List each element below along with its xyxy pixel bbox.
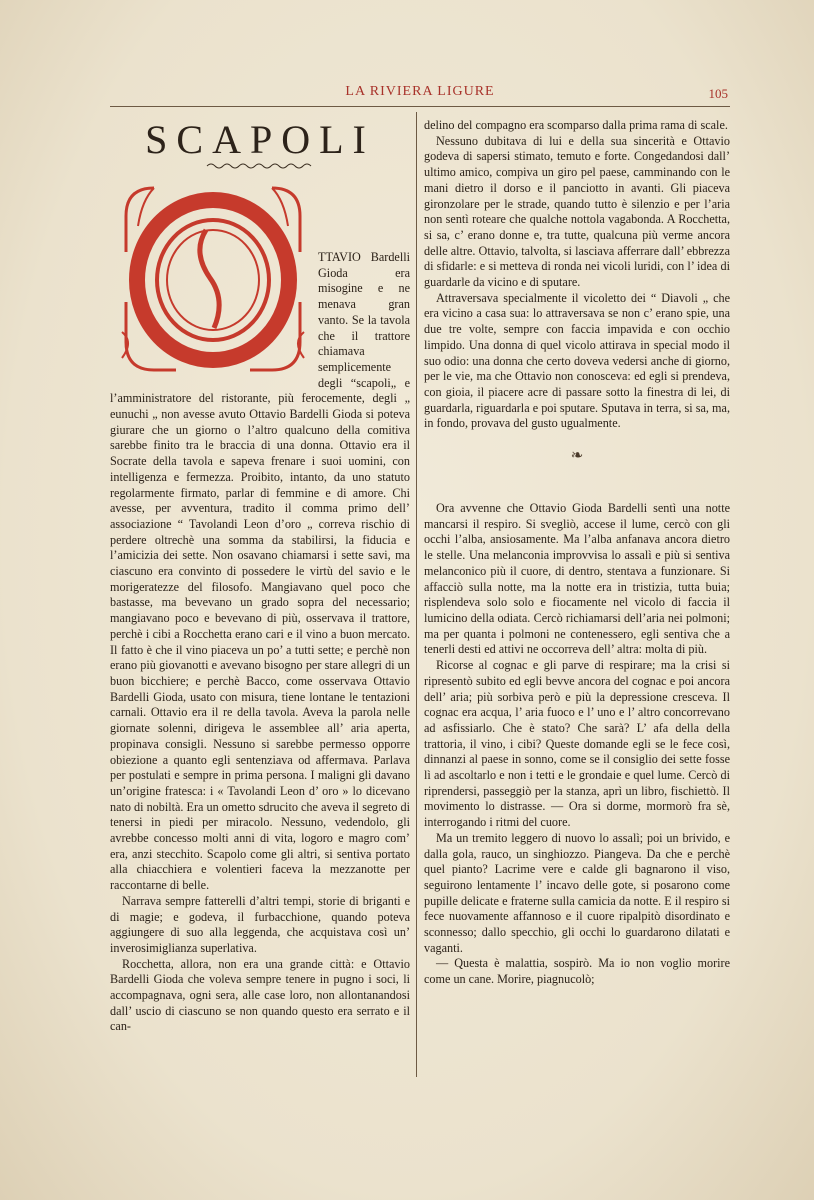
right-column [424,118,730,988]
paragraph: Ora avvenne che Ottavio Gioda Bardelli sentì una notte mancarsi il respiro. Si svegliò, accese il lume, cercò con gli occhi l’alba, ansiosamente. Ma l’alba anfanava ancora dietro le stelle. Una melanconia improvvisa lo assalì e più si sentiva melanconico più il cuore, di dentro, stentava a funzionare. Si affacciò sulla notte, ma la notte era in tristizia, tutta buia; risplendeva solo solo e fiocamente nel vicolo di faccia il lumicino della odiata. Cercò richiamarsi dell’aria nei polmoni; ma per quanta i polmoni ne contenessero, egli sentiva che a tenerli desti ed attivi ne occorreva dell’ altra: molta di più. [424,501,730,657]
wavy-ornament [205,162,315,170]
paragraph: Attraversava specialmente il vicoletto dei “ Diavoli „ che era vicino a casa sua: lo attraversava se non c’ erano spie, una due tre volte, sempre con faccia impavida e con occhio limpido. Una donna di quel vicolo attirava in special modo il suo odio: una donna che certo doveva vedersi anche di giorno, per le vie, ma che Ottavio non conosceva: ed egli si prendeva, con gioia, il piacere acre di passare sotto la finestra di lei, di guardarla, riguardarla e poi sputare. Sputava in terra, si sa, ma, in fondo, provava del gusto ugualmente. [424,290,730,431]
paragraph: Nessuno dubitava di lui e della sua sincerità e Ottavio godeva di sapersi stimato, temuto e forte. Congedandosi dall’ ultimo amico, compiva un giro pel paese, camminando con le mani dietro il dorso e il panciotto in avanti. Gli piaceva gironzolare per le strade, quando tutto è silenzio e per l’aria non sentì roteare che qualche nottola vagabonda. A Rocchetta, si sa, c’ erano donne e, tra tutte, qualcuna più verme ancora delle altre. Ottavio, talvolta, si lasciava afferrare dall’ ebbrezza di sfidarle: e si metteva di ronda nei vicoli luridi, con l’ idea di guardarle da vicino e di sputare. [424,133,730,290]
paragraph: Narrava sempre fatterelli d’altri tempi, storie di briganti e di magie; e godeva, il furbacchione, quando poteva aggiungere di suo alla leggenda, che acquistava così un’ inverosimiglianza superlativa. [110,893,410,955]
paragraph: Ma un tremito leggero di nuovo lo assalì; poi un brivido, e dalla gola, rauco, un singhiozzo. Piangeva. Da che e perchè quel pianto? Lacrime vere e calde gli bagnarono il viso, seguirono lentamente l’ incavo delle gote, si posarono come pupille delicate e fraterne sulla camicia da notte. E il respiro si fece nuovamente affannoso e il cuore ripalpitò disordinato e sconnesso; dallo specchio, gli occhi lo guardarono dilatati e vaganti. [424,830,730,955]
paragraph: TTAVIO Bardelli Gioda era misogine e ne menava gran vanto. Se la tavola che il trattore chiamava semplicemente degli “scapoli„ e l’amministratore del ristorante, più ferocemente, degli „ eunuchi „ non avesse avuto Ottavio Bardelli Gioda si poteva giurare che un giorno o l’altro qualcuno della comitiva sarebbe finito tra le braccia di una donna. Ottavio era il Socrate della tavola e sapeva frenare i suoi uomini, con intelligenza e fermezza. Proibito, intanto, da uno statuto regolarmente firmato, parlar di femmine e di amore. Chi avesse, per avventura, tradito il comma primo dell’ associazione “ Tavolandi Leon d’oro „ correva rischio di perdere oltrechè una somma da stabilirsi, la fiducia e l’amicizia dei sette. Non osavano chiamarsi i sette savi, ma ciascuno era convinto di possedere le virtù del savio e le morigeratezze del filosofo. Mangiavano quel poco che bastasse, ma bevevano un grado sopra del necessario; mangiavano poco e bevevano di più, osservava il trattore, perchè i cibi a Rocchetta erano cari e il vino a buon mercato. Il fatto è che il vino piaceva un po’ a tutti sette; e perchè non erano più giovanotti e avevano bisogno per stare allegri di un buon bicchiere; e perchè Bacco, come osservava Ottavio Bardelli Gioda, usato con misura, tiene lontane le tentazioni carnali. Ottavio era il re della tavola. Aveva la parola nelle giornate solenni, dirigeva le assemblee all’ aria aperta, propinava consigli. Nessuno si sarebbe permesso opporre obiezione a quanto egli sentenziava od affermava. Parlava per postulati e sempre in prima persona. I maligni gli davano un’origine fratesca: i « Tavolandi Leon d’ oro » lo dicevano nato di nobiltà. Era un ometto sdrucito che aveva il segreto di tenersi in piedi per miracolo. Nessuno, vedendolo, gli avrebbe concesso molti anni di vita, logoro e magro com’ era, anzi stecchito. Scapolo come gli altri, si sentiva portato alla chiacchiera e volentieri faceva la mezzanotte per raccontarne di belle. [110,250,410,893]
decorated-initial-letter [114,182,312,378]
left-column [110,118,410,1035]
section-break-ornament: ❧ [570,448,584,465]
page-header [110,80,730,107]
paragraph: Ricorse al cognac e gli parve di respirare; ma la crisi si ripresentò subito ed egli bevve ancora del cognac e poi ancora dell’ aria; più sorbiva però e più la depressione cresceva. Il cognac era acqua, l’ aria fuoco e l’ uno e l’ altro concorrevano ad asfissiarlo. Che è stato? Che sarà? L’ afa della della trattoria, il vino, i cibi? Queste domande egli se le fece così, dinnanzi al paese in sonno, come se il consiglio dei sette fosse lì ad ascoltarlo e non i tetti e le grondaie e quel lume. Cercò di riprendersi, passeggiò per la stanza, aprì un libro, fischiettò. Il movimento lo distrasse. — Ora si dorme, mormorò fra sè, interrogando i ritmi del cuore. [424,658,730,830]
running-head: LA RIVIERA LIGURE [345,84,495,99]
column-divider [416,112,417,1077]
paragraph: delino del compagno era scomparso dalla prima rama di scale. [424,118,728,132]
article-title: SCAPOLI [145,117,375,162]
page-number: 105 [708,86,728,101]
paragraph: — Questa è malattia, sospirò. Ma io non voglio morire come un cane. Morire, piagnucolò; [424,956,730,987]
initial-o-icon [114,182,312,378]
paragraph: Rocchetta, allora, non era una grande città: e Ottavio Bardelli Gioda che voleva sempre tenere in pugno i soci, li accompagnava, ogni sera, alle case loro, non allontanandosi dall’ uscio di ciascuno se non quando questo era serrato e il can- [110,956,410,1034]
